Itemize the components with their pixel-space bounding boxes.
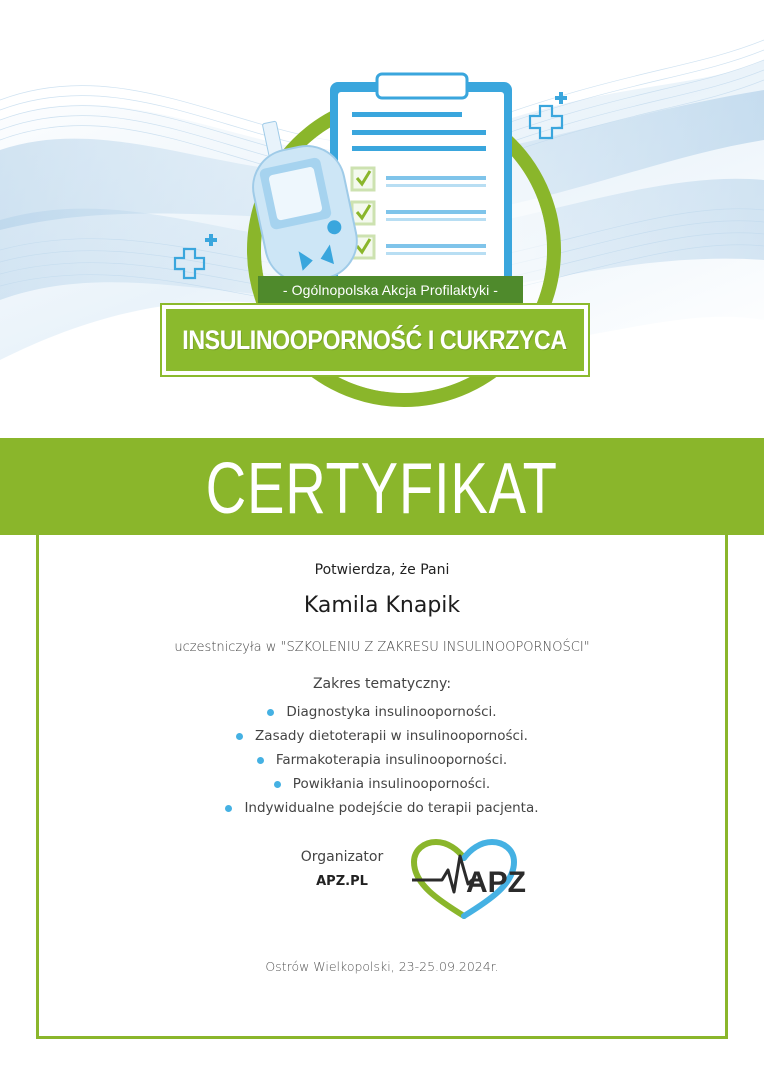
participation-text: uczestniczyła w "SZKOLENIU Z ZAKRESU INSULINOOPORNOŚCI" <box>174 640 590 655</box>
bullet-icon <box>257 757 264 764</box>
program-subtitle: - Ogólnopolska Akcja Profilaktyki - <box>258 276 523 304</box>
hero-banner <box>0 0 764 438</box>
clipboard-icon <box>330 74 512 292</box>
organizer-label: Organizator <box>300 849 384 865</box>
bullet-icon <box>274 781 281 788</box>
list-item: Powikłania insulinooporności. <box>0 772 764 796</box>
list-item: Zasady dietoterapii w insulinooporności. <box>0 724 764 748</box>
list-item: Farmakoterapia insulinooporności. <box>0 748 764 772</box>
certificate-title-band <box>0 438 764 535</box>
scope-label: Zakres tematyczny: <box>312 676 452 692</box>
topics-list <box>0 700 764 820</box>
program-title: INSULINOOPORNOŚĆ I CUKRZYCA <box>182 324 568 355</box>
certificate-title: CERTYFIKAT <box>205 448 559 529</box>
place-date: Ostrów Wielkopolski, 23-25.09.2024r. <box>265 959 499 974</box>
bullet-icon <box>236 733 243 740</box>
program-title-banner <box>162 305 588 375</box>
confirmation-text: Potwierdza, że Pani <box>314 562 450 578</box>
apz-logo <box>408 840 526 922</box>
list-item: Indywidualne podejście do terapii pacjenta. <box>0 796 764 820</box>
bullet-icon <box>225 805 232 812</box>
list-item: Diagnostyka insulinooporności. <box>0 700 764 724</box>
organizer-name: APZ.PL <box>316 874 368 889</box>
bullet-icon <box>267 709 274 716</box>
participant-name: Kamila Knapik <box>303 593 461 618</box>
logo-text: APZ <box>466 866 526 899</box>
